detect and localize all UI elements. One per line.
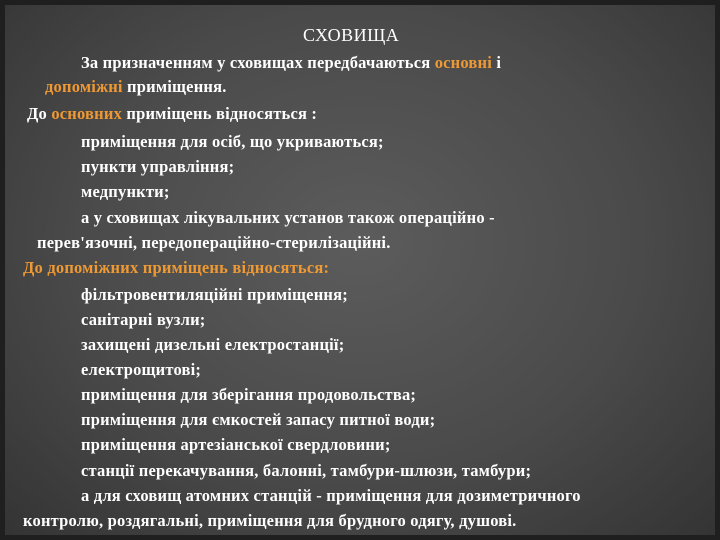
aux-list-item: електрощитові; (81, 360, 202, 379)
main-heading-highlight: основних (51, 104, 123, 123)
slide-title: СХОВИЩА (303, 25, 400, 45)
intro-line-1 (81, 53, 501, 73)
aux-list-item-continuation: контролю, роздягальні, приміщення для брудного одягу, душові. (23, 511, 517, 530)
intro-text-3: приміщення. (122, 77, 227, 96)
aux-list-item: приміщення артезіанської свердловини; (81, 435, 391, 454)
main-list-item: медпункти; (81, 182, 170, 201)
aux-heading: До допоміжних приміщень відносяться: (23, 258, 330, 277)
aux-list-item: приміщення для ємкостей запасу питної води; (81, 410, 436, 429)
intro-line-2 (45, 77, 227, 97)
main-list-item: пункти управління; (81, 157, 235, 176)
intro-text-1: За призначенням у сховищах передбачаються (81, 53, 435, 72)
main-list-item: приміщення для осіб, що укриваються; (81, 132, 384, 151)
aux-list-item: захищені дизельні електростанції; (81, 335, 345, 354)
aux-list-item: санітарні вузли; (81, 310, 206, 329)
aux-list-item: фільтровентиляційні приміщення; (81, 285, 348, 304)
intro-highlight-aux: допоміжні (45, 77, 123, 96)
main-heading-text-1: До (27, 104, 52, 123)
aux-list-item: приміщення для зберігання продовольства; (81, 385, 417, 404)
intro-text-2: і (492, 53, 502, 72)
main-list-item-continuation: перев'язочні, передопераційно-стерилізаційні. (37, 233, 391, 252)
aux-list-item: а для сховищ атомних станцій - приміщення для дозиметричного (81, 486, 581, 505)
main-list-item: а у сховищах лікувальних установ також операційно - (81, 208, 495, 227)
intro-highlight-main: основні (434, 53, 493, 72)
aux-list-item: станції перекачування, балонні, тамбури-шлюзи, тамбури; (81, 461, 532, 480)
main-heading-text-2: приміщень відносяться : (122, 104, 318, 123)
main-heading (27, 104, 317, 124)
